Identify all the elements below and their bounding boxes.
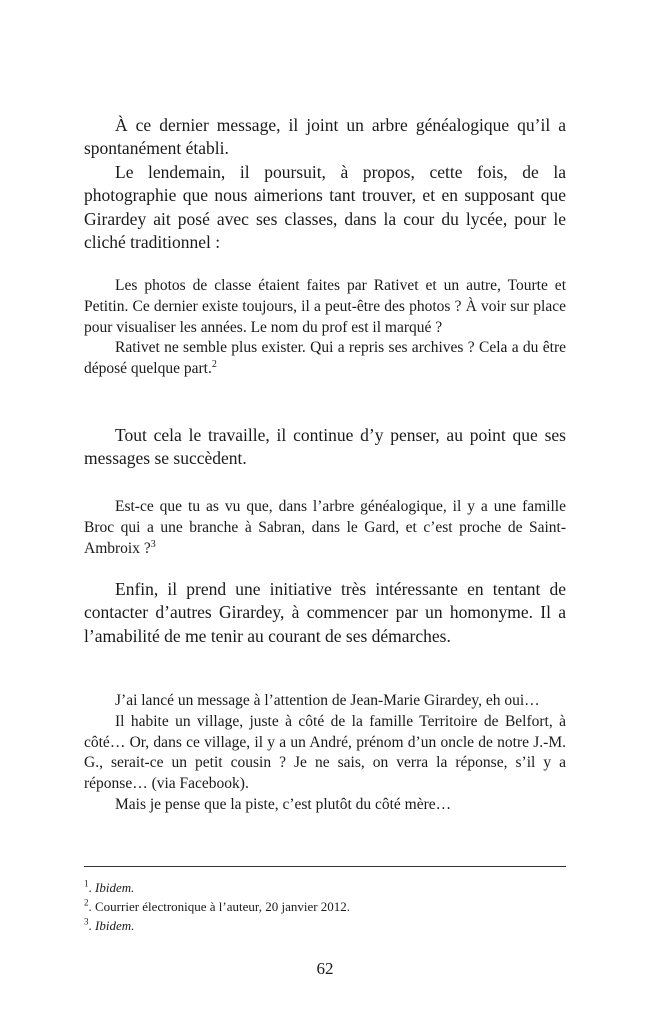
footnotes bbox=[84, 878, 566, 935]
footnote-reference: 2 bbox=[211, 359, 217, 371]
body-paragraph: Tout cela le travaille, il continue d’y penser, au point que ses messages se succèdent. bbox=[84, 425, 566, 469]
quote-block-2 bbox=[84, 497, 566, 559]
quote-paragraph: J’ai lancé un message à l’attention de Jean-Marie Girardey, eh oui… bbox=[115, 692, 540, 709]
quote-paragraph: Rativet ne semble plus exister. Qui a repris ses archives ? Cela a du être déposé quelque part.$^2$ bbox=[84, 339, 566, 378]
paragraph-1 bbox=[84, 114, 566, 254]
footnote-divider bbox=[84, 866, 566, 867]
paragraph-4 bbox=[84, 578, 566, 648]
footnote: $^3$. Ibidem. bbox=[84, 916, 135, 933]
quote-block-3 bbox=[84, 691, 566, 816]
body-paragraph: Le lendemain, il poursuit, à propos, cette fois, de la photographie que nous aimerions tant trouver, et en supposant que Girardey ait posé avec ses classes, dans la cour du lycée, pour le cliché traditionnel : bbox=[84, 161, 566, 253]
quote-paragraph: Les photos de classe étaient faites par Rativet et un autre, Tourte et Petitin. Ce dernier existe toujours, il a peut-être des photos ? À voir sur place pour visualiser les années. Le nom du prof est il marqué ? bbox=[84, 277, 566, 336]
body-paragraph: À ce dernier message, il joint un arbre généalogique qu’il a spontanément établi. bbox=[84, 115, 566, 159]
footnote: $^1$. Ibidem. bbox=[84, 878, 135, 895]
quote-paragraph: Est-ce que tu as vu que, dans l’arbre généalogique, il y a une famille Broc qui a une branche à Sabran, dans le Gard, et c’est proche de Saint-Ambroix ?$^3$ bbox=[84, 498, 566, 557]
quote-paragraph: Mais je pense que la piste, c’est plutôt du côté mère… bbox=[115, 795, 452, 813]
quote-paragraph: Il habite un village, juste à côté de la famille Territoire de Belfort, à côté… Or, dans ce village, il y a un André, prénom d’un oncle de notre J.-M. G., serait-ce un petit cousin ? Je ne sais, on verra la réponse, s’il y a réponse… (via Facebook). bbox=[84, 712, 566, 793]
paragraph-3 bbox=[84, 424, 566, 471]
footnote-reference: 3 bbox=[150, 538, 156, 550]
quote-block-1 bbox=[84, 276, 566, 380]
body-paragraph: Enfin, il prend une initiative très intéressante en tentant de contacter d’autres Girardey, à commencer par un homonyme. Il a l’amabilité de me tenir au courant de ses démarches. bbox=[84, 579, 566, 646]
page-number: 62 bbox=[316, 959, 334, 978]
footnote: $^2$. Courrier électronique à l’auteur, 20 janvier 2012. bbox=[84, 897, 351, 914]
